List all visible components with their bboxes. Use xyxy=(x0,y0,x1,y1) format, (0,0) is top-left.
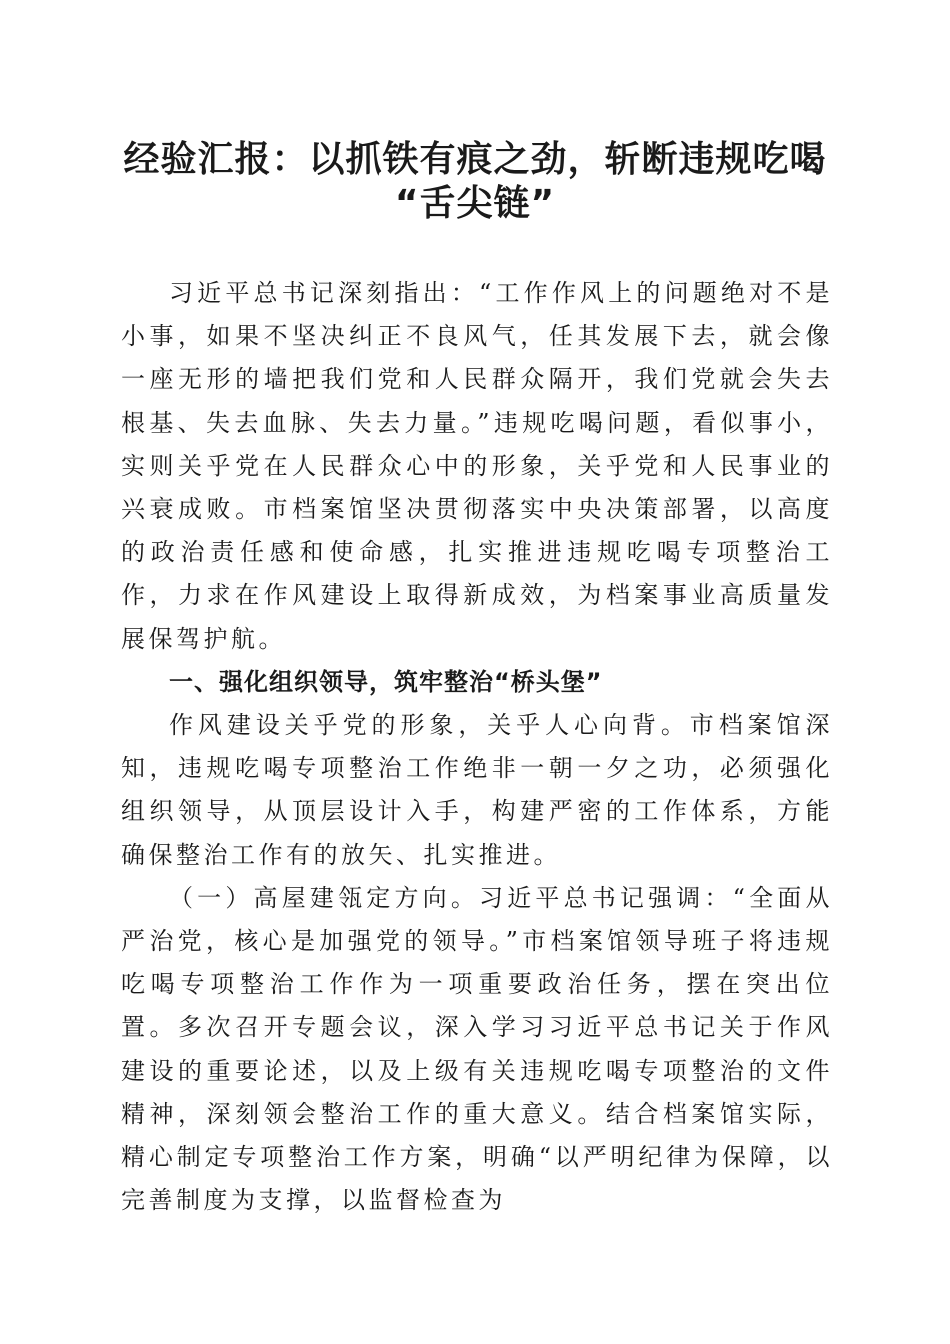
document-title-line-2: “舌尖链” xyxy=(394,183,556,224)
section-1-heading: 一、强化组织领导，筑牢整治“桥头堡” xyxy=(169,667,603,696)
document-title-line-1: 经验汇报：以抓铁有痕之劲，斩断违规吃喝 xyxy=(123,139,827,180)
section-1-paragraph: 作风建设关乎党的形象，关乎人心向背。市档案馆深知，违规吃喝专项整治工作绝非一朝一夕之功，必须强化组织领导，从顶层设计入手，构建严密的工作体系，方能确保整治工作有的放矢、扎实推进。 xyxy=(121,711,833,869)
subsection-1-paragraph: （一）高屋建瓴定方向。习近平总书记强调：“全面从严治党，核心是加强党的领导。”市档案馆领导班子将违规吃喝专项整治工作作为一项重要政治任务，摆在突出位置。多次召开专题会议，深入学习习近平总书记关于作风建设的重要论述，以及上级有关违规吃喝专项整治的文件精神，深刻领会整治工作的重大意义。结合档案馆实际，精心制定专项整治工作方案，明确“以严明纪律为保障，以完善制度为支撑，以监督检查为 xyxy=(121,883,833,1215)
document-body xyxy=(121,272,833,1222)
intro-paragraph: 习近平总书记深刻指出：“工作作风上的问题绝对不是小事，如果不坚决纠正不良风气，任其发展下去，就会像一座无形的墙把我们党和人民群众隔开，我们党就会失去根基、失去血脉、失去力量。”违规吃喝问题，看似事小，实则关乎党在人民群众心中的形象，关乎党和人民事业的兴衰成败。市档案馆坚决贯彻落实中央决策部署，以高度的政治责任感和使命感，扎实推进违规吃喝专项整治工作，力求在作风建设上取得新成效，为档案事业高质量发展保驾护航。 xyxy=(121,279,833,653)
